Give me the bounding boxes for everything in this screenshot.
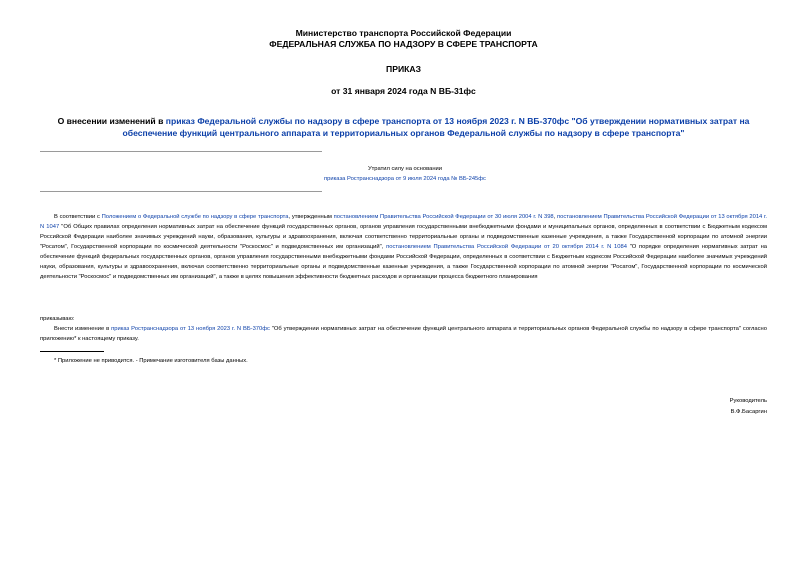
document-date-number: от 31 января 2024 года N ВБ-31фс [331, 86, 476, 96]
order-text: Внести изменение в [54, 326, 112, 332]
document-type: ПРИКАЗ [386, 64, 421, 74]
decree-1047-link[interactable]: постановлением Правительства Российской Федерации от 13 октября 2014 г. N 1047 [40, 214, 768, 230]
signature-name: В.Ф.Басаргин [730, 409, 767, 415]
preamble-text: , утвержденным [288, 214, 334, 220]
signature-title: Руководитель [729, 398, 767, 404]
status-repeal-link[interactable]: приказа Ространснадзора от 9 июля 2024 года № ВБ-245фс [324, 176, 486, 182]
decree-1084-link[interactable]: постановлением Правительства Российской Федерации от 20 октября 2014 г. N 1084 [386, 244, 627, 250]
document-subject [40, 116, 767, 139]
order-word: приказываю: [40, 316, 75, 322]
subject-order-link[interactable]: приказ Федеральной службы по надзору в сфере транспорта от 13 ноября 2023 г. N ВБ-370фс "Об утверждении нормативных затрат на обеспечение функций центрального аппарата и территориальных органов Федеральной службы по надзору в сфере транспорта" [122, 116, 750, 138]
ministry-name: Министерство транспорта Российской Федерации [295, 28, 512, 38]
footnote-divider [40, 351, 104, 352]
subject-prefix: О внесении изменений в [57, 116, 166, 126]
footnote: * Приложение не приводится. - Примечание изготовителя базы данных. [54, 358, 248, 364]
agency-name: ФЕДЕРАЛЬНАЯ СЛУЖБА ПО НАДЗОРУ В СФЕРЕ ТРАНСПОРТА [269, 39, 538, 49]
preamble-text: "О порядке определения нормативных затрат на обеспечение функций федеральных государственных органов, органов управления государственными внебюджетными фондами Российской Федерации, определенных в соответствии с Бюджетным кодексом Российской Федерации наиболее значимых учреждений науки, образования, культуры и здравоохранения, включая соответственно территориальные органы и подведомственные казенные учреждения, а также Государственной корпорации по атомной энергии "Росатом", Государственной корпорации по космической деятельности "Роскосмос" и подведомственных им организаций", а также в целях повышения эффективности бюджетных расходов и организации процесса бюджетного планирования [40, 244, 767, 280]
divider-bottom [40, 191, 322, 192]
preamble-text: В соответствии с [54, 214, 102, 220]
divider-top [40, 151, 322, 152]
preamble-text: , [553, 214, 558, 220]
order-370-link[interactable]: приказ Ространснадзора от 13 ноября 2023 г. N ВБ-370фс [111, 326, 270, 332]
regulation-link[interactable]: Положением о Федеральной службе по надзору в сфере транспорта [101, 214, 289, 220]
order-paragraph [40, 324, 767, 344]
status-text: Утратил силу на основании [367, 166, 443, 172]
decree-398-link[interactable]: постановлением Правительства Российской Федерации от 30 июля 2004 г. N 398 [333, 214, 554, 220]
preamble-paragraph [40, 212, 767, 282]
preamble-text: "Об Общих правилах определения нормативных затрат на обеспечение функций государственных органов, органов управления государственными внебюджетными фондами и муниципальных органов, определенных в соответствии с Бюджетным кодексом Российской Федерации наиболее значимых учреждений науки, образования, культуры и здравоохранения, включая соответственно территориальные органы и подведомственные казенные учреждения, а также Государственной корпорации по атомной энергии "Росатом", Государственной корпорации по космической деятельности "Роскосмос" и подведомственных им организаций", [40, 224, 767, 250]
order-text: "Об утверждении нормативных затрат на обеспечение функций центрального аппарата и территориальных органов Федеральной службы по надзору в сфере транспорта" согласно приложению* к настоящему приказу. [40, 326, 767, 342]
